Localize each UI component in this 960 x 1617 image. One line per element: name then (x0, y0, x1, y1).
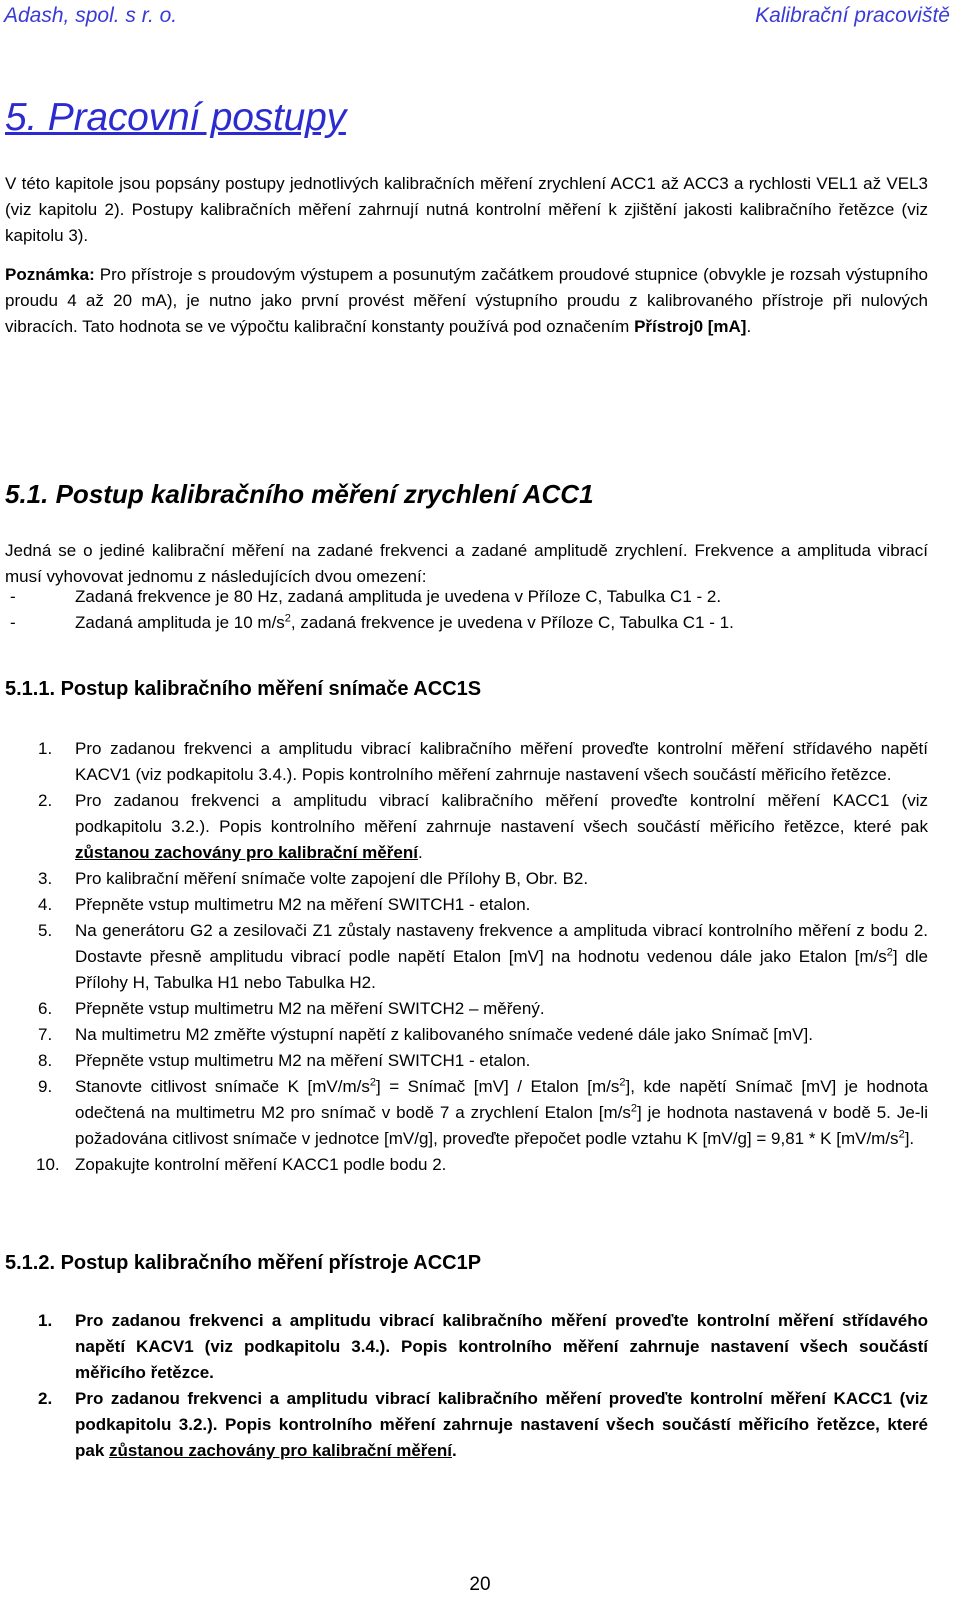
list-item (5, 1022, 928, 1048)
chapter-title: 5. Pracovní postupy (5, 96, 346, 139)
list-item (5, 1048, 928, 1074)
list-item (5, 1074, 928, 1152)
step-text: ] je hodnota nastavená v bodě 5. Je-li požadována citlivost snímače v jednotce [mV/g], proveďte přepočet podle vztahu K [mV/g] = 9,81 * K [mV/m/s (75, 1103, 928, 1148)
step-text: Pro kalibrační měření snímače volte zapojení dle Přílohy B, Obr. B2. (75, 869, 589, 888)
note-paragraph (5, 262, 928, 340)
step-text: Pro zadanou frekvenci a amplitudu vibrací kalibračního měření proveďte kontrolní měření střídavého napětí KACV1 (viz podkapitolu 3.4.). Popis kontrolního měření zahrnuje nastavení všech součástí měřicího řetězce. (75, 1311, 928, 1382)
step-text: Přepněte vstup multimetru M2 na měření SWITCH1 - etalon. (75, 895, 531, 914)
superscript: 2 (284, 612, 291, 625)
list-item (5, 610, 928, 636)
step-text: Pro zadanou frekvenci a amplitudu vibrací kalibračního měření proveďte kontrolní měření KACC1 (viz podkapitolu 3.2.). Popis kontrolního měření zahrnuje nastavení všech součástí měřicího řetězce, které pak (75, 1389, 928, 1460)
step-number: 4. (38, 895, 53, 914)
page-number: 20 (469, 1574, 491, 1595)
list-item-text: Zadaná frekvence je 80 Hz, zadaná amplituda je uvedena v Příloze C, Tabulka C1 - 2. (75, 587, 722, 606)
step-text: ] = Snímač [mV] / Etalon [m/s (375, 1077, 620, 1096)
emphasis-text: zůstanou zachovány pro kalibrační měření (109, 1441, 452, 1460)
step-number: 8. (38, 1051, 53, 1070)
dash-bullet: - (10, 587, 16, 606)
list-item (5, 736, 928, 788)
step-text: . (451, 1441, 457, 1460)
step-text: Zopakujte kontrolní měření KACC1 podle bodu 2. (75, 1155, 447, 1174)
step-text: Přepněte vstup multimetru M2 na měření SWITCH2 – měřený. (75, 999, 545, 1018)
section-5-1-title: 5.1. Postup kalibračního měření zrychlení ACC1 (5, 479, 594, 509)
intro-paragraph: V této kapitole jsou popsány postupy jednotlivých kalibračních měření zrychlení ACC1 až ACC3 a rychlosti VEL1 až VEL3 (viz kapitolu 2). Postupy kalibračních měření zahrnují nutná kontrolní měření k zjištění jakosti kalibračního řetězce (viz kapitolu 3). (5, 174, 928, 245)
step-text: Stanovte citlivost snímače K [mV/m/s (75, 1077, 370, 1096)
list-item (5, 918, 928, 996)
header-company: Adash, spol. s r. o. (4, 4, 178, 27)
list-item (5, 1386, 928, 1464)
step-number: 3. (38, 869, 53, 888)
step-number: 1. (38, 739, 53, 758)
step-text: ], kde napětí Snímač [mV] je hodnota odečtená na multimetru M2 pro snímač v bodě 7 a zrychlení Etalon [m/s (75, 1077, 928, 1122)
superscript: 2 (886, 946, 893, 959)
list-item-text: , zadaná frekvence je uvedena v Příloze C, Tabulka C1 - 1. (290, 613, 734, 632)
emphasis-text: zůstanou zachovány pro kalibrační měření (75, 843, 418, 862)
step-text: Na generátoru G2 a zesilovači Z1 zůstaly nastaveny frekvence a amplituda vibrací kontrolního měření z bodu 2. Dostavte přesně amplitudu vibrací podle napětí Etalon [mV] na hodnotu vedenou dále jako Etalon [m/s (75, 921, 928, 966)
procedure-list-acc1p (5, 1308, 928, 1464)
step-text: Na multimetru M2 změřte výstupní napětí z kalibovaného snímače vedené dále jako Snímač [mV]. (75, 1025, 813, 1044)
step-text: . (417, 843, 423, 862)
step-text: Přepněte vstup multimetru M2 na měření SWITCH1 - etalon. (75, 1051, 531, 1070)
step-text: Pro zadanou frekvenci a amplitudu vibrací kalibračního měření proveďte kontrolní měření KACC1 (viz podkapitolu 3.2.). Popis kontrolního měření zahrnuje nastavení všech součástí měřicího řetězce, které pak (75, 791, 928, 836)
step-text: Pro zadanou frekvenci a amplitudu vibrací kalibračního měření proveďte kontrolní měření střídavého napětí KACV1 (viz podkapitolu 3.4.). Popis kontrolního měření zahrnuje nastavení všech součástí měřicího řetězce. (75, 739, 928, 784)
procedure-list-acc1s (5, 736, 928, 1178)
note-text: Pro přístroje s proudovým výstupem a posunutým začátkem proudové stupnice (obvykle je rozsah výstupního proudu 4 až 20 mA), je nutno jako první provést měření výstupního proudu z kalibrovaného přístroje při nulových vibracích. Tato hodnota se ve výpočtu kalibrační konstanty používá pod označením (5, 265, 928, 336)
header-section: Kalibrační pracoviště (755, 4, 950, 27)
step-number: 2. (38, 791, 53, 810)
superscript: 2 (369, 1076, 376, 1089)
dash-bullet: - (10, 613, 16, 632)
superscript: 2 (898, 1128, 905, 1141)
superscript: 2 (630, 1102, 637, 1115)
step-text: ]. (904, 1129, 915, 1148)
step-number: 9. (38, 1077, 53, 1096)
list-item (5, 788, 928, 866)
list-item-text: Zadaná amplituda je 10 m/s (75, 613, 285, 632)
step-number: 10. (36, 1155, 60, 1174)
step-number: 6. (38, 999, 53, 1018)
section-5-1-2-title: 5.1.2. Postup kalibračního měření přístroje ACC1P (5, 1252, 482, 1274)
step-number: 2. (38, 1389, 53, 1408)
step-number: 7. (38, 1025, 53, 1044)
list-item (5, 1308, 928, 1386)
superscript: 2 (619, 1076, 626, 1089)
list-item (5, 892, 928, 918)
list-item (5, 1152, 928, 1178)
note-label: Poznámka: (5, 265, 95, 284)
step-number: 5. (38, 921, 53, 940)
list-item (5, 866, 928, 892)
list-item (5, 584, 928, 610)
section-5-1-lead: Jedná se o jediné kalibrační měření na zadané frekvenci a zadané amplitudě zrychlení. Frekvence a amplituda vibrací musí vyhovovat jednomu z následujících dvou omezení: (5, 541, 928, 586)
list-item (5, 996, 928, 1022)
step-text: ] dle Přílohy H, Tabulka H1 nebo Tabulka H2. (75, 947, 928, 992)
section-5-1-1-title: 5.1.1. Postup kalibračního měření snímače ACC1S (5, 678, 482, 700)
constraint-list (5, 584, 928, 636)
note-term: Přístroj0 [mA] (634, 317, 747, 336)
step-number: 1. (38, 1311, 53, 1330)
note-end: . (746, 317, 752, 336)
